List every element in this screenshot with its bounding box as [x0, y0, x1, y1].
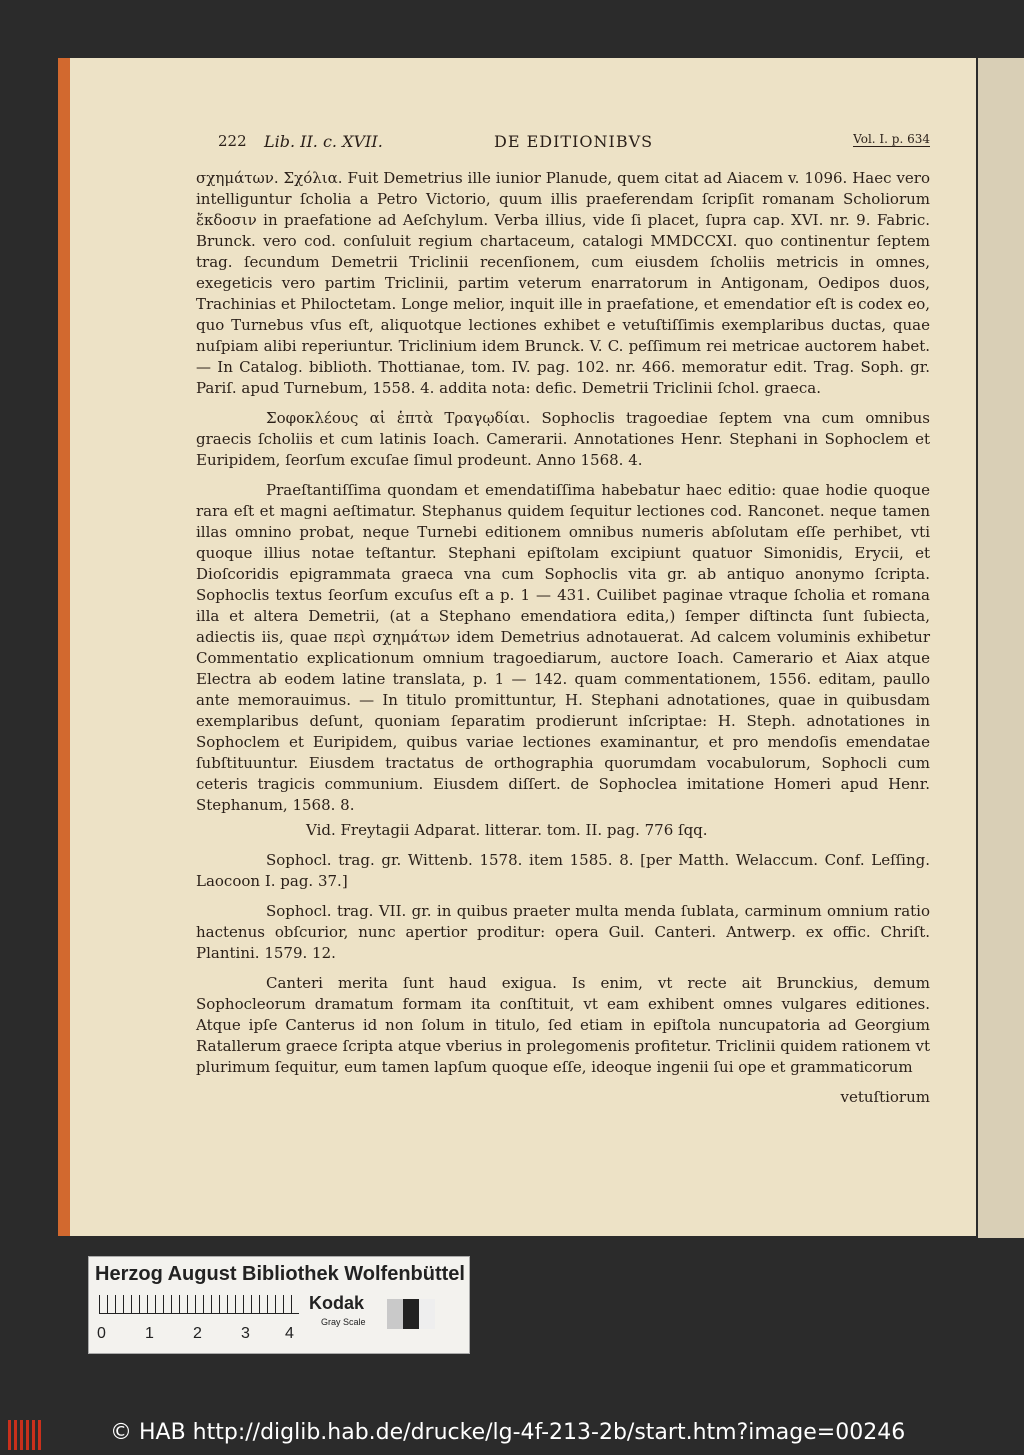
scale-number: 0: [97, 1325, 106, 1342]
scale-number: 2: [193, 1325, 202, 1342]
volume-reference: Vol. I. p. 634: [853, 132, 930, 146]
paragraph: Vid. Freytagii Adparat. litterar. tom. II. pag. 776 ſqq.: [306, 821, 708, 839]
gray-scale-label: Gray Scale: [321, 1317, 366, 1327]
scale-number: 4: [285, 1325, 294, 1342]
library-name: Herzog August Bibliothek Wolfenbüttel: [95, 1263, 465, 1285]
paragraph: σχημάτων. Σχόλια. Fuit Demetrius ille iunior Planude, quem citat ad Aiacem v. 1096. Haec vero intelliguntur ſcholia a Petro Victorio, quum illis praeferendam ſcripſit romanam Scholiorum ἔκδοσιν in praefatione ad Aeſchylum. Verba illius, vide ſi placet, ſupra cap. XVI. nr. 9. Fabric. Brunck. vero cod. conſuluit regium chartaceum, catalogi MMDCCXI. quo continentur ſeptem trag. ſecundum Demetrii Triclinii recenſionem, cum eiusdem ſcholiis metricis in omnes, exegeticis vero partim Triclinii, partim veterum enarratorum in Antigonam, Oedipos duos, Trachinias et Philoctetam. Longe melior, inquit ille in praefatione, et emendatior eſt is codex eo, quo Turnebus vſus eſt, aliquotque lectiones exhibet e vetuſtiſſimis exemplaribus ductas, quae nuſpiam alibi reperiuntur. Triclinium idem Brunck. V. C. peſſimum rei metricae auctorem habet. — In Catalog. biblioth. Thottianae, tom. IV. pag. 102. nr. 466. memoratur edit. Trag. Soph. gr. Pariſ. apud Turnebum, 1558. 4. addita nota: defic. Demetrii Triclinii ſchol. graeca.: [196, 169, 930, 397]
adjacent-page-edge: [978, 58, 1024, 1238]
gray-swatch: [387, 1299, 403, 1329]
catchword: vetuſtiorum: [840, 1088, 930, 1106]
body-text: [196, 168, 930, 1108]
paragraph: Sophocl. trag. VII. gr. in quibus praeter multa menda ſublata, carminum omnium ratio hactenus obſcurior, nunc apertior proditur: opera Guil. Canteri. Antwerp. ex offic. Chriſt. Plantini. 1579. 12.: [196, 902, 930, 962]
color-card: [88, 1256, 470, 1354]
brand-name: Kodak: [309, 1293, 365, 1313]
scale-number: 3: [241, 1325, 250, 1342]
paragraph: Sophocl. trag. gr. Wittenb. 1578. item 1585. 8. [per Matth. Welaccum. Conf. Leſſing. Laocoon I. pag. 37.]: [196, 851, 930, 890]
source-url[interactable]: © HAB http://diglib.hab.de/drucke/lg-4f-213-2b/start.htm?image=00246: [110, 1420, 906, 1445]
black-swatch: [403, 1299, 419, 1329]
scale-number: 1: [145, 1325, 154, 1342]
paragraph: Σοφοκλέους αἱ ἑπτὰ Τραγῳδίαι. Sophoclis tragoediae ſeptem vna cum omnibus graecis ſcholiis et cum latinis Ioach. Camerarii. Annotationes Henr. Stephani in Sophoclem et Euripidem, ſeorſum excuſae ſimul prodeunt. Anno 1568. 4.: [196, 409, 930, 469]
page-number: 222: [218, 132, 247, 150]
page-edge-stain: [58, 58, 70, 1236]
white-swatch: [419, 1299, 435, 1329]
footer-bar: [0, 1418, 1024, 1455]
scale-ruler: [99, 1295, 299, 1314]
running-left: Lib. II. c. XVII.: [264, 132, 383, 151]
hab-logo-icon: [8, 1420, 44, 1450]
running-title: DE EDITIONIBVS: [494, 132, 654, 151]
paragraph: Canteri merita ſunt haud exigua. Is enim, vt recte ait Brunckius, demum Sophocleorum dramatum formam ita conſtituit, vt eam exhibent omnes vulgares editiones. Atque ipſe Canterus id non ſolum in titulo, ſed etiam in epiſtola nuncupatoria ad Georgium Ratallerum graece ſcripta atque vberius in prolegomenis profitetur. Triclinii quidem rationem vt plurimum ſequitur, eum tamen lapſum quoque eſſe, ideoque ingenii ſui ope et grammaticorum: [196, 974, 930, 1076]
running-header: [218, 132, 930, 154]
paragraph: Praeſtantiſſima quondam et emendatiſſima habebatur haec editio: quae hodie quoque rara eſt et magni aeſtimatur. Stephanus quidem ſequitur lectiones cod. Ranconet. neque tamen illas omnino probat, neque Turnebi editionem omnibus numeris abſolutam eſſe perhibet, vti quoque illius notae teſtantur. Stephani epiſtolam excipiunt quatuor Simonidis, Erycii, et Dioſcoridis epigrammata graeca vna cum Sophoclis vita gr. ab antiquo anonymo ſcripta. Sophoclis textus ſeorſum excuſus eſt a p. 1 — 431. Cuilibet paginae vtraque ſcholia et romana illa et altera Demetrii, (at a Stephano emendatiora edita,) ſemper diſtincta ſunt ſubiecta, adiectis iis, quae περὶ σχημάτων idem Demetrius adnotauerat. Ad calcem voluminis exhibetur Commentatio explicationum omnium tragoediarum, auctore Ioach. Camerario et Aiax atque Electra ab eodem latine translata, p. 1 — 142. quam commentationem, 1556. editam, paullo ante memorauimus. — In titulo promittuntur, H. Stephani adnotationes, quae in quibusdam exemplaribus deſunt, quoniam ſeparatim prodierunt inſcriptae: H. Steph. adnotationes in Sophoclem et Euripidem, quibus variae lectiones examinantur, et pro mendoſis emendatae ſubſtituuntur. Eiusdem tractatus de orthographia quorumdam vocabulorum, Sophocli cum ceteris tragicis communium. Eiusdem diſſert. de Sophoclea imitatione Homeri apud Henr. Stephanum, 1568. 8.: [196, 481, 930, 814]
